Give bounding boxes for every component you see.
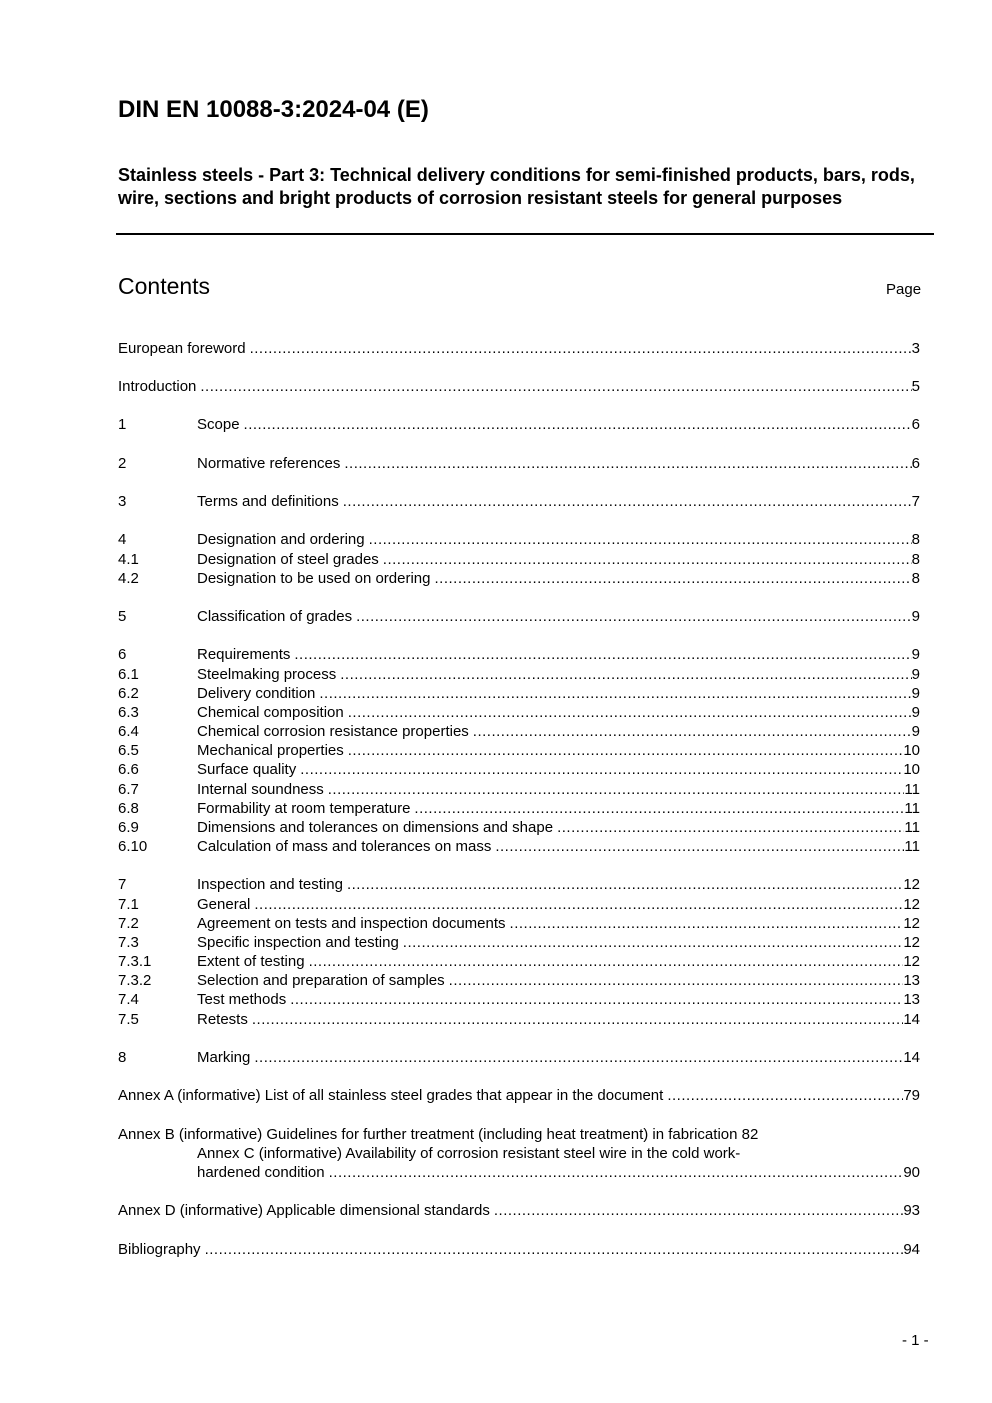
- toc-entry-title: Designation of steel grades: [197, 551, 379, 568]
- toc-entry-title: Steelmaking process: [197, 666, 337, 683]
- toc-entry-page: 79: [903, 1087, 920, 1104]
- toc-entry-page: 7: [911, 493, 920, 510]
- toc-entry-6[interactable]: [118, 645, 920, 664]
- toc-entry-page: 90: [903, 1164, 920, 1181]
- toc-entry-number: 7.3.1: [118, 953, 152, 970]
- toc-entry-4[interactable]: [118, 530, 920, 549]
- toc-entry-annex-c-line1[interactable]: Annex C (informative) Availability of corrosion resistant steel wire in the cold work-: [197, 1145, 741, 1162]
- toc-entry-title: Scope: [197, 416, 240, 433]
- toc-entry-number: 6.1: [118, 666, 139, 683]
- toc-entry-page: 13: [903, 991, 920, 1008]
- toc-entry-title: Calculation of mass and tolerances on mass: [197, 838, 492, 855]
- toc-entry-title: Agreement on tests and inspection documents: [197, 915, 506, 932]
- toc-entry-title: Test methods: [197, 991, 287, 1008]
- toc-entry-8[interactable]: [118, 1048, 920, 1067]
- toc-entry-title: Requirements: [197, 646, 291, 663]
- document-title: DIN EN 10088-3:2024-04 (E): [118, 96, 429, 123]
- toc-entry-title: Bibliography: [118, 1241, 201, 1258]
- toc-entry-page: 93: [903, 1202, 920, 1219]
- toc-entry-page: 12: [903, 934, 920, 951]
- toc-entry-title: Selection and preparation of samples: [197, 972, 445, 989]
- toc-entry-number: 7.3.2: [118, 972, 152, 989]
- toc-entry-page: 12: [903, 896, 920, 913]
- toc-entry-7-5[interactable]: [118, 1010, 920, 1029]
- toc-entry-number: 8: [118, 1049, 127, 1066]
- toc-entry-page: 11: [904, 800, 920, 817]
- page-column-label: Page: [886, 281, 922, 298]
- toc-entry-title: Retests: [197, 1011, 248, 1028]
- toc-entry-page: 5: [911, 378, 920, 395]
- toc-entry-european-foreword[interactable]: [118, 339, 920, 358]
- toc-entry-title: Annex D (informative) Applicable dimensional standards: [118, 1202, 490, 1219]
- toc-entry-annex-d[interactable]: [118, 1201, 920, 1220]
- toc-entry-page: 9: [911, 723, 920, 740]
- toc-entry-bibliography[interactable]: [118, 1240, 920, 1259]
- toc-entry-title: Classification of grades: [197, 608, 353, 625]
- toc-entry-page: 9: [911, 704, 920, 721]
- toc-entry-page: 8: [911, 551, 920, 568]
- toc-entry-page: 6: [911, 416, 920, 433]
- toc-entry-annex-a[interactable]: [118, 1086, 920, 1105]
- toc-entry-page: 10: [903, 761, 920, 778]
- toc-entry-title: Extent of testing: [197, 953, 305, 970]
- toc-entry-title: Dimensions and tolerances on dimensions and shape: [197, 819, 554, 836]
- toc-entry-number: 4.2: [118, 570, 139, 587]
- toc-entry-6-9[interactable]: [118, 818, 920, 837]
- toc-entry-number: 6.3: [118, 704, 139, 721]
- toc-entry-number: 6.6: [118, 761, 139, 778]
- toc-entry-number: 4.1: [118, 551, 139, 568]
- toc-entry-number: 6.5: [118, 742, 139, 759]
- toc-entry-page: 3: [911, 340, 920, 357]
- toc-entry-number: 3: [118, 493, 127, 510]
- toc-entry-page: 12: [903, 953, 920, 970]
- document-subtitle: Stainless steels - Part 3: Technical delivery conditions for semi-finished products, bars, rods, wire, sections and bright products of corrosion resistant steels for general purposes: [118, 165, 915, 208]
- toc-entry-number: 5: [118, 608, 127, 625]
- toc-entry-1[interactable]: [118, 415, 920, 434]
- toc-entry-title: Designation and ordering: [197, 531, 365, 548]
- toc-entry-title: Mechanical properties: [197, 742, 344, 759]
- toc-entry-introduction[interactable]: [118, 377, 920, 396]
- toc-entry-page: 94: [903, 1241, 920, 1258]
- toc-entry-number: 7.3: [118, 934, 139, 951]
- toc-entry-page: 9: [911, 608, 920, 625]
- toc-entry-title: Normative references: [197, 455, 341, 472]
- toc-entry-page: 13: [903, 972, 920, 989]
- toc-entry-title: Designation to be used on ordering: [197, 570, 431, 587]
- toc-entry-6-4[interactable]: [118, 722, 920, 741]
- toc-entry-page: 8: [911, 570, 920, 587]
- toc-entry-title: Terms and definitions: [197, 493, 339, 510]
- toc-entry-title: Inspection and testing: [197, 876, 343, 893]
- toc-entry-number: 7.4: [118, 991, 139, 1008]
- contents-heading: Contents: [118, 273, 211, 299]
- toc-entry-title: Annex A (informative) List of all stainless steel grades that appear in the document: [118, 1087, 664, 1104]
- toc-entry-7-3-1[interactable]: [118, 952, 920, 971]
- toc-entry-page: 11: [904, 819, 920, 836]
- toc-entry-title: General: [197, 896, 251, 913]
- toc-entry-6-6[interactable]: [118, 760, 920, 779]
- toc-entry-page: 6: [911, 455, 920, 472]
- toc-entry-page: 11: [904, 781, 920, 798]
- toc-entry-number: 6.9: [118, 819, 139, 836]
- toc-entry-number: 2: [118, 455, 127, 472]
- toc-entry-page: 9: [911, 646, 920, 663]
- toc-entry-2[interactable]: [118, 454, 920, 473]
- toc-entry-page: 10: [903, 742, 920, 759]
- toc-entry-page: 11: [904, 838, 920, 855]
- toc-entry-4-1[interactable]: [118, 550, 920, 569]
- toc-entry-page: 9: [911, 685, 920, 702]
- toc-entry-number: 7.5: [118, 1011, 139, 1028]
- toc-entry-number: 7.2: [118, 915, 139, 932]
- toc-entry-6-7[interactable]: [118, 780, 920, 799]
- toc-entry-4-2[interactable]: [118, 569, 920, 588]
- toc-entry-title: Surface quality: [197, 761, 297, 778]
- toc-entry-title: Formability at room temperature: [197, 800, 411, 817]
- toc-entry-number: 6.7: [118, 781, 139, 798]
- toc-entry-number: 7: [118, 876, 127, 893]
- toc-entry-title: Chemical corrosion resistance properties: [197, 723, 469, 740]
- toc-entry-6-10[interactable]: [118, 837, 920, 856]
- toc-entry-7-2[interactable]: [118, 914, 920, 933]
- toc-entry-page: 9: [911, 666, 920, 683]
- toc-entry-page: 8: [911, 531, 920, 548]
- toc-entry-7[interactable]: [118, 875, 920, 894]
- toc-entry-6-8[interactable]: [118, 799, 920, 818]
- toc-entry-title: Chemical composition: [197, 704, 344, 721]
- toc-entry-number: 6.8: [118, 800, 139, 817]
- toc-entry-annex-c[interactable]: [118, 1163, 920, 1182]
- toc-entry-7-3[interactable]: [118, 933, 920, 952]
- toc-entry-6-1[interactable]: [118, 665, 920, 684]
- toc-entry-7-4[interactable]: [118, 990, 920, 1009]
- toc-entry-number: 7.1: [118, 896, 139, 913]
- toc-entry-5[interactable]: [118, 607, 920, 626]
- toc-entry-title: Marking: [197, 1049, 251, 1066]
- toc-entry-page: 14: [903, 1049, 920, 1066]
- toc-entry-title: Delivery condition: [197, 685, 316, 702]
- toc-entry-6-3[interactable]: [118, 703, 920, 722]
- footer-page-number: - 1 -: [902, 1332, 929, 1349]
- toc-entry-6-2[interactable]: [118, 684, 920, 703]
- toc-entry-number: 6.10: [118, 838, 148, 855]
- toc-entry-number: 6.4: [118, 723, 139, 740]
- toc-entry-page: 12: [903, 876, 920, 893]
- toc-entry-3[interactable]: [118, 492, 920, 511]
- toc-entry-title: Internal soundness: [197, 781, 324, 798]
- toc-entry-title: hardened condition: [197, 1164, 325, 1181]
- toc-entry-number: 4: [118, 531, 127, 548]
- toc-entry-6-5[interactable]: [118, 741, 920, 760]
- toc-entry-page: 14: [903, 1011, 920, 1028]
- toc-entry-title: European foreword: [118, 340, 246, 357]
- toc-entry-7-1[interactable]: [118, 895, 920, 914]
- toc-entry-7-3-2[interactable]: [118, 971, 920, 990]
- toc-entry-number: 6.2: [118, 685, 139, 702]
- toc-entry-number: 6: [118, 646, 127, 663]
- toc-entry-title: Introduction: [118, 378, 197, 395]
- toc-entry-annex-b[interactable]: Annex B (informative) Guidelines for further treatment (including heat treatment) in fabrication 82: [118, 1126, 759, 1143]
- toc-entry-page: 12: [903, 915, 920, 932]
- toc-entry-title: Specific inspection and testing: [197, 934, 399, 951]
- toc-entry-number: 1: [118, 416, 127, 433]
